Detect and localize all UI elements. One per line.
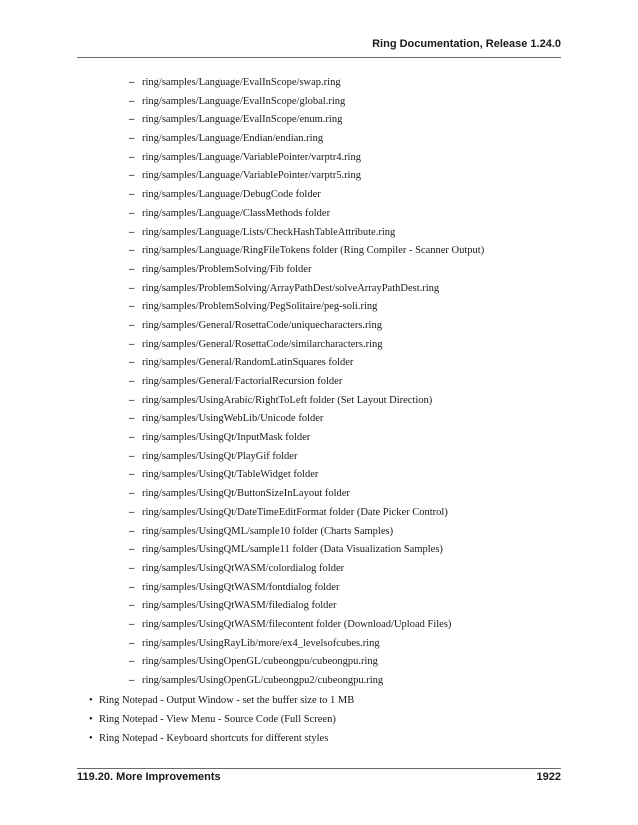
list-item-text: Ring Notepad - Output Window - set the buffer size to 1 MB bbox=[99, 695, 355, 706]
list-item-text: ring/samples/UsingQtWASM/colordialog folder bbox=[142, 562, 345, 574]
dash-marker: – bbox=[129, 207, 135, 219]
dash-marker: – bbox=[129, 581, 135, 593]
list-item bbox=[129, 672, 484, 691]
dash-marker: – bbox=[129, 357, 135, 369]
page-header-title: Ring Documentation, Release 1.24.0 bbox=[372, 38, 561, 50]
list-item-text: ring/samples/General/RosettaCode/similarcharacters.ring bbox=[142, 338, 383, 350]
list-item-text: ring/samples/Language/DebugCode folder bbox=[142, 189, 321, 201]
list-item bbox=[129, 653, 484, 672]
list-item-text: ring/samples/UsingQtWASM/filecontent folder (Download/Upload Files) bbox=[142, 618, 452, 630]
list-item bbox=[129, 317, 484, 336]
list-item-text: ring/samples/UsingQt/TableWidget folder bbox=[142, 469, 319, 481]
list-item-text: ring/samples/ProblemSolving/PegSolitaire/peg-soli.ring bbox=[142, 301, 378, 313]
list-item bbox=[129, 242, 484, 261]
dash-marker: – bbox=[129, 114, 135, 126]
list-item bbox=[129, 373, 484, 392]
dash-marker: – bbox=[129, 637, 135, 649]
list-item-text: ring/samples/ProblemSolving/ArrayPathDest/solveArrayPathDest.ring bbox=[142, 282, 440, 294]
list-item-text: ring/samples/UsingQt/PlayGif folder bbox=[142, 450, 298, 462]
list-item bbox=[129, 635, 484, 654]
dash-marker: – bbox=[129, 562, 135, 574]
bullet-marker: • bbox=[89, 733, 93, 744]
improvements-list bbox=[89, 691, 354, 748]
list-item bbox=[129, 186, 484, 205]
sample-files-list bbox=[129, 74, 484, 691]
list-item-text: ring/samples/UsingQtWASM/fontdialog folder bbox=[142, 581, 340, 593]
list-item-text: ring/samples/UsingArabic/RightToLeft folder (Set Layout Direction) bbox=[142, 394, 433, 406]
dash-marker: – bbox=[129, 469, 135, 481]
list-item bbox=[129, 130, 484, 149]
list-item-text: ring/samples/Language/EvalInScope/swap.ring bbox=[142, 77, 341, 88]
footer-page-number: 1922 bbox=[536, 771, 561, 783]
footer-divider bbox=[77, 768, 561, 769]
list-item-text: ring/samples/UsingQt/ButtonSizeInLayout folder bbox=[142, 488, 350, 500]
dash-marker: – bbox=[129, 77, 135, 88]
list-item-text: ring/samples/UsingQt/InputMask folder bbox=[142, 432, 311, 444]
list-item-text: ring/samples/UsingQt/DateTimeEditFormat folder (Date Picker Control) bbox=[142, 506, 448, 518]
list-item bbox=[129, 523, 484, 542]
list-item-text: ring/samples/UsingQtWASM/filedialog folder bbox=[142, 600, 337, 612]
list-item-text: ring/samples/Language/RingFileTokens folder (Ring Compiler - Scanner Output) bbox=[142, 245, 485, 257]
list-item bbox=[129, 597, 484, 616]
list-item-text: ring/samples/Language/EvalInScope/enum.ring bbox=[142, 114, 343, 126]
dash-marker: – bbox=[129, 488, 135, 500]
list-item-text: ring/samples/ProblemSolving/Fib folder bbox=[142, 263, 312, 275]
list-item-text: ring/samples/UsingOpenGL/cubeongpu2/cubeongpu.ring bbox=[142, 675, 384, 686]
bullet-marker: • bbox=[89, 695, 93, 706]
list-item-text: ring/samples/UsingRayLib/more/ex4_levelsofcubes.ring bbox=[142, 637, 380, 649]
list-item bbox=[129, 485, 484, 504]
list-item-text: ring/samples/General/FactorialRecursion folder bbox=[142, 376, 343, 387]
list-item-text: ring/samples/Language/EvalInScope/global.ring bbox=[142, 95, 346, 107]
list-item bbox=[129, 354, 484, 373]
header-divider bbox=[77, 57, 561, 58]
dash-marker: – bbox=[129, 432, 135, 444]
dash-marker: – bbox=[129, 525, 135, 537]
list-item-text: ring/samples/Language/VariablePointer/varptr5.ring bbox=[142, 170, 361, 182]
list-item bbox=[129, 579, 484, 598]
dash-marker: – bbox=[129, 319, 135, 331]
dash-marker: – bbox=[129, 170, 135, 182]
dash-marker: – bbox=[129, 618, 135, 630]
list-item-text: ring/samples/Language/VariablePointer/varptr4.ring bbox=[142, 151, 361, 163]
list-item bbox=[129, 541, 484, 560]
list-item bbox=[129, 410, 484, 429]
dash-marker: – bbox=[129, 376, 135, 387]
list-item bbox=[129, 149, 484, 168]
list-item bbox=[129, 205, 484, 224]
dash-marker: – bbox=[129, 95, 135, 107]
footer-section-title: 119.20. More Improvements bbox=[77, 771, 221, 783]
dash-marker: – bbox=[129, 600, 135, 612]
list-item-text: Ring Notepad - View Menu - Source Code (Full Screen) bbox=[99, 714, 336, 725]
list-item bbox=[89, 691, 354, 710]
dash-marker: – bbox=[129, 263, 135, 275]
dash-marker: – bbox=[129, 506, 135, 518]
dash-marker: – bbox=[129, 544, 135, 556]
dash-marker: – bbox=[129, 245, 135, 257]
bullet-marker: • bbox=[89, 714, 93, 725]
dash-marker: – bbox=[129, 282, 135, 294]
list-item-text: ring/samples/General/RandomLatinSquares folder bbox=[142, 357, 354, 369]
list-item bbox=[129, 111, 484, 130]
list-item bbox=[129, 74, 484, 93]
list-item-text: Ring Notepad - Keyboard shortcuts for different styles bbox=[99, 733, 329, 744]
list-item-text: ring/samples/Language/ClassMethods folder bbox=[142, 207, 331, 219]
list-item bbox=[129, 560, 484, 579]
list-item bbox=[129, 261, 484, 280]
list-item bbox=[129, 616, 484, 635]
list-item bbox=[129, 298, 484, 317]
dash-marker: – bbox=[129, 226, 135, 238]
dash-marker: – bbox=[129, 338, 135, 350]
list-item bbox=[129, 224, 484, 243]
dash-marker: – bbox=[129, 450, 135, 462]
dash-marker: – bbox=[129, 675, 135, 686]
list-item bbox=[129, 448, 484, 467]
list-item bbox=[129, 93, 484, 112]
dash-marker: – bbox=[129, 413, 135, 425]
list-item bbox=[129, 466, 484, 485]
list-item bbox=[129, 280, 484, 299]
dash-marker: – bbox=[129, 394, 135, 406]
list-item-text: ring/samples/UsingQML/sample10 folder (Charts Samples) bbox=[142, 525, 394, 537]
list-item bbox=[89, 729, 354, 748]
list-item bbox=[129, 429, 484, 448]
list-item-text: ring/samples/Language/Endian/endian.ring bbox=[142, 133, 324, 145]
list-item-text: ring/samples/Language/Lists/CheckHashTableAttribute.ring bbox=[142, 226, 396, 238]
list-item bbox=[129, 504, 484, 523]
dash-marker: – bbox=[129, 656, 135, 668]
list-item bbox=[129, 167, 484, 186]
dash-marker: – bbox=[129, 301, 135, 313]
dash-marker: – bbox=[129, 189, 135, 201]
list-item-text: ring/samples/UsingQML/sample11 folder (Data Visualization Samples) bbox=[142, 544, 443, 556]
list-item-text: ring/samples/General/RosettaCode/uniquecharacters.ring bbox=[142, 319, 382, 331]
dash-marker: – bbox=[129, 151, 135, 163]
list-item bbox=[89, 710, 354, 729]
dash-marker: – bbox=[129, 133, 135, 145]
list-item-text: ring/samples/UsingOpenGL/cubeongpu/cubeongpu.ring bbox=[142, 656, 378, 668]
list-item bbox=[129, 336, 484, 355]
list-item bbox=[129, 392, 484, 411]
list-item-text: ring/samples/UsingWebLib/Unicode folder bbox=[142, 413, 324, 425]
